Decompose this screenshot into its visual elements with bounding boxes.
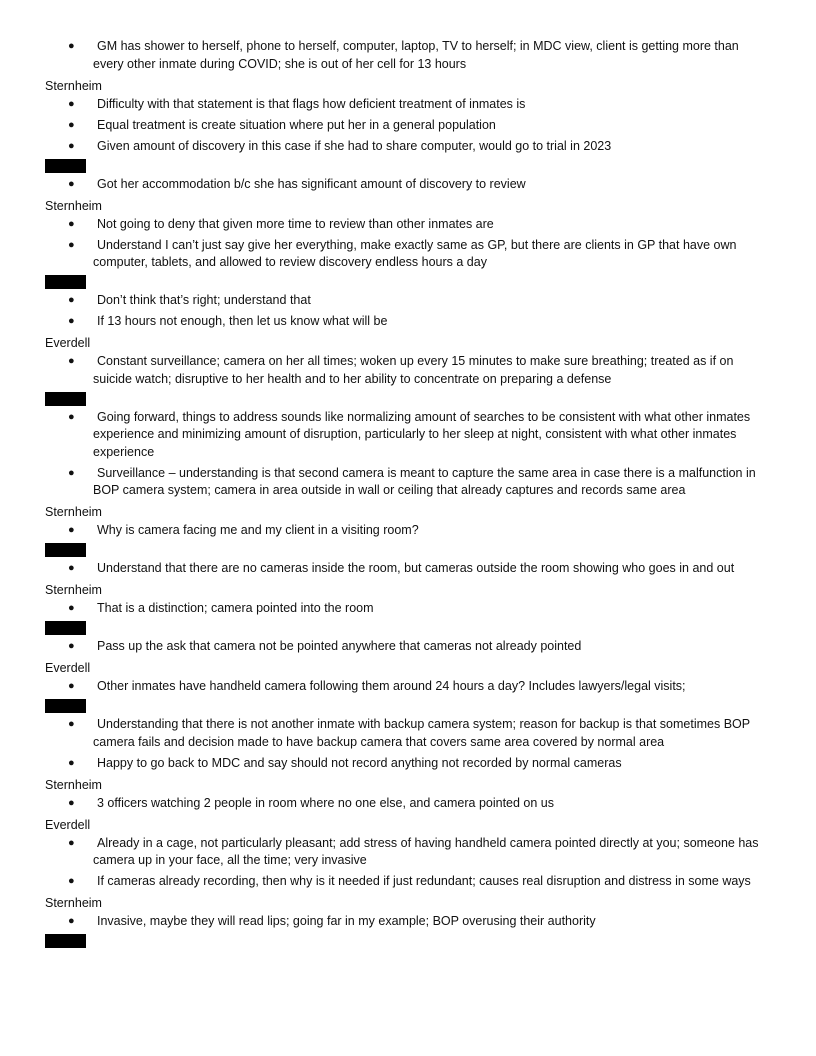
redaction-bar [45, 543, 86, 557]
bullet-item [0, 176, 816, 194]
bullet-text: If 13 hours not enough, then let us know what will be [97, 314, 388, 328]
bullet-text: Understand that there are no cameras inside the room, but cameras outside the room showing who goes in and out [97, 561, 735, 575]
bullet-dot-icon: ● [68, 315, 75, 327]
bullet-text: Got her accommodation b/c she has significant amount of discovery to review [97, 176, 526, 191]
bullet-item [0, 465, 816, 500]
bullet-text: Why is camera facing me and my client in a visiting room? [97, 523, 419, 537]
speaker-label: Sternheim [45, 777, 102, 792]
redaction-bar [45, 275, 86, 289]
bullet-text: Difficulty with that statement is that flags how deficient treatment of inmates is [97, 96, 526, 111]
bullet-item [0, 237, 816, 272]
bullet-dot-icon: ● [68, 139, 75, 152]
speaker-label: Everdell [45, 336, 91, 350]
speaker-label: Sternheim [45, 505, 102, 519]
bullet-item [0, 678, 816, 696]
bullet-item [0, 117, 816, 135]
bullet-text: Surveillance – understanding is that second camera is meant to capture the same area in case there is a malfunction in BOP camera system; camera in area outside in wall or ceiling that already captures and records same area [93, 465, 756, 497]
bullet-item [0, 835, 816, 870]
speaker-label: Sternheim [45, 198, 102, 213]
bullet-text: That is a distinction; camera pointed into the room [97, 601, 374, 615]
document-page [0, 38, 816, 951]
bullet-item [0, 138, 816, 156]
bullet-dot-icon: ● [68, 355, 75, 367]
bullet-list [0, 292, 816, 331]
bullet-item [0, 409, 816, 462]
bullet-item [0, 716, 816, 751]
bullet-dot-icon: ● [68, 796, 75, 809]
speaker-label: Sternheim [45, 78, 102, 93]
bullet-dot-icon: ● [68, 836, 75, 849]
bullet-list [0, 353, 816, 388]
bullet-list [0, 522, 816, 540]
bullet-list [0, 409, 816, 500]
bullet-text: 3 officers watching 2 people in room where no one else, and camera pointed on us [97, 795, 555, 810]
bullet-list [0, 716, 816, 772]
bullet-list [0, 795, 816, 813]
bullet-list [0, 216, 816, 272]
bullet-dot-icon: ● [68, 118, 75, 131]
bullet-list [0, 176, 816, 194]
bullet-dot-icon: ● [68, 294, 75, 306]
bullet-item [0, 795, 816, 813]
bullet-text: Happy to go back to MDC and say should not record anything not recorded by normal cameras [97, 755, 622, 770]
bullet-dot-icon: ● [68, 238, 75, 251]
bullet-list [0, 600, 816, 618]
bullet-item [0, 600, 816, 618]
bullet-text: Going forward, things to address sounds like normalizing amount of searches to be consistent with what other inmates experience and minimizing amount of disruption, particularly to her sleep at night, consistent with what other inmates experience [93, 409, 751, 459]
bullet-dot-icon: ● [68, 40, 75, 52]
bullet-dot-icon: ● [68, 410, 75, 423]
bullet-item [0, 560, 816, 578]
redaction-bar [45, 934, 86, 948]
redaction-bar [45, 699, 86, 713]
bullet-item [0, 313, 816, 331]
bullet-text: Not going to deny that given more time to review than other inmates are [97, 216, 494, 231]
bullet-text: Given amount of discovery in this case if she had to share computer, would go to trial in 2023 [97, 138, 612, 153]
bullet-list [0, 560, 816, 578]
bullet-item [0, 522, 816, 540]
bullet-item [0, 292, 816, 310]
bullet-text: Constant surveillance; camera on her all times; woken up every 15 minutes to make sure breathing; treated as if on suicide watch; disruptive to her health and to her ability to concentrate on preparing a defense [93, 354, 734, 386]
bullet-item [0, 755, 816, 773]
bullet-text: Understanding that there is not another inmate with backup camera system; reason for backup is that sometimes BOP camera fails and decision made to have backup camera that covers same area covered by normal area [93, 717, 750, 749]
bullet-text: Don’t think that’s right; understand that [97, 293, 311, 307]
bullet-text: Other inmates have handheld camera following them around 24 hours a day? Includes lawyers/legal visits; [97, 679, 686, 693]
redaction-bar [45, 392, 86, 406]
bullet-item [0, 38, 816, 73]
bullet-dot-icon: ● [68, 217, 75, 230]
bullet-text: Equal treatment is create situation where put her in a general population [97, 117, 496, 132]
bullet-list [0, 913, 816, 931]
speaker-label: Everdell [45, 817, 91, 832]
bullet-list [0, 96, 816, 156]
bullet-text: Understand I can’t just say give her everything, make exactly same as GP, but there are clients in GP that have own computer, tablets, and allowed to review discovery endless hours a day [93, 237, 737, 269]
bullet-dot-icon: ● [68, 562, 75, 574]
bullet-dot-icon: ● [68, 756, 75, 769]
bullet-dot-icon: ● [68, 524, 75, 536]
bullet-item [0, 873, 816, 891]
bullet-list [0, 678, 816, 696]
bullet-dot-icon: ● [68, 915, 75, 927]
bullet-list [0, 835, 816, 891]
bullet-item [0, 638, 816, 656]
bullet-dot-icon: ● [68, 602, 75, 614]
bullet-list [0, 38, 816, 73]
bullet-text: Already in a cage, not particularly pleasant; add stress of having handheld camera pointed directly at you; someone has camera up in your face, all the time; very invasive [93, 835, 759, 867]
speaker-label: Sternheim [45, 896, 102, 910]
bullet-text: GM has shower to herself, phone to herself, computer, laptop, TV to herself; in MDC view, client is getting more than every other inmate during COVID; she is out of her cell for 13 hours [93, 39, 739, 71]
speaker-label: Everdell [45, 661, 91, 675]
redaction-bar [45, 159, 86, 173]
bullet-dot-icon: ● [68, 875, 75, 887]
bullet-item [0, 96, 816, 114]
bullet-dot-icon: ● [68, 177, 75, 190]
bullet-text: Pass up the ask that camera not be pointed anywhere that cameras not already pointed [97, 639, 582, 653]
bullet-item [0, 216, 816, 234]
bullet-dot-icon: ● [68, 640, 75, 652]
bullet-item [0, 913, 816, 931]
bullet-text: If cameras already recording, then why is it needed if just redundant; causes real disruption and distress in some ways [97, 874, 751, 888]
bullet-dot-icon: ● [68, 97, 75, 110]
redaction-bar [45, 621, 86, 635]
bullet-list [0, 638, 816, 656]
bullet-dot-icon: ● [68, 718, 75, 730]
speaker-label: Sternheim [45, 583, 102, 597]
bullet-item [0, 353, 816, 388]
bullet-text: Invasive, maybe they will read lips; going far in my example; BOP overusing their authority [97, 914, 596, 928]
bullet-dot-icon: ● [68, 680, 75, 692]
bullet-dot-icon: ● [68, 466, 75, 479]
